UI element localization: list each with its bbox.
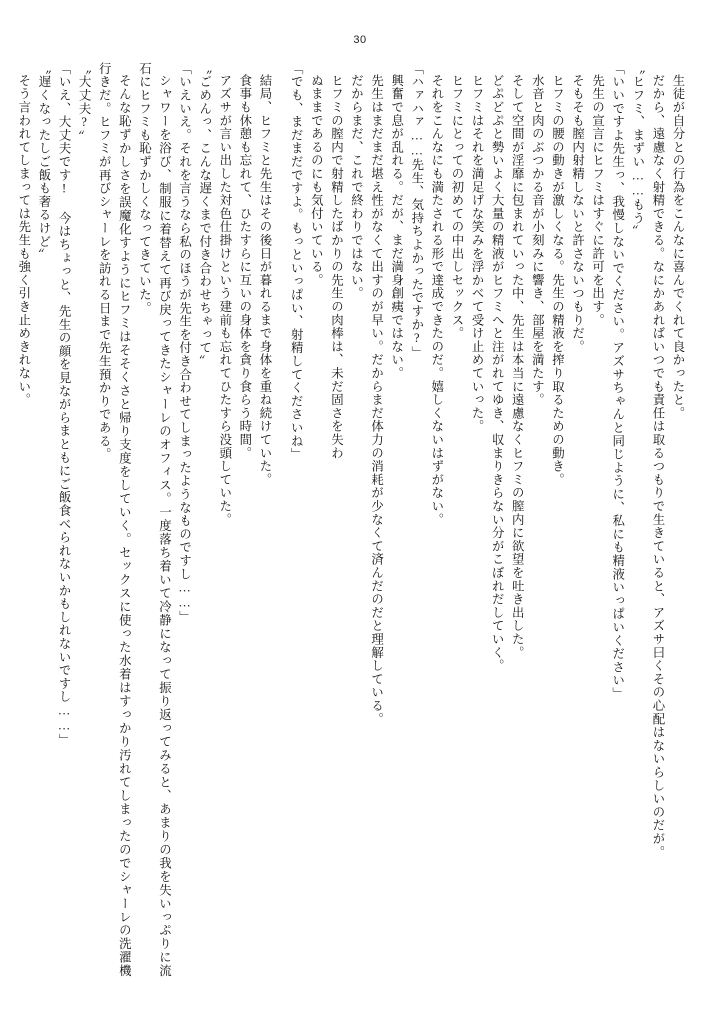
body-text-vertical — [16, 62, 688, 978]
paragraph: そもそも膣内射精しないと許さないつもりだ。 — [570, 74, 585, 354]
paragraph: 〝大丈夫?〟 — [77, 62, 92, 144]
paragraph: どぷどぷと勢いよく大量の精液がヒフミへと注がれてゆき、収まりきらない分がこぼれだしていく。 — [490, 74, 505, 673]
paragraph: 「いえ、大丈夫です! 今はちょっと、先生の顔を見ながらまともにご飯食べられないかもしれないですし……」 — [57, 62, 72, 747]
paragraph: 「いいですよ先生っ、我慢しないでください。アズサちゃんと同じように、私にも精液いっぱいください」 — [610, 62, 625, 701]
paragraph: 結局、ヒフミと先生はその後日が暮れるまで身体を重ね続けていた。 — [257, 74, 272, 487]
paragraph: アズサが言い出した対色仕掛けという建前も忘れてひたすら没頭していた。 — [217, 74, 232, 527]
page-number: 30 — [353, 34, 367, 46]
paragraph: 食事も休憩も忘れて、ひたすらに互いの身体を貪り食らう時間。 — [237, 74, 252, 461]
paragraph: シャワーを浴び、制服に着替えて再び戻ってきたシャーレのオフィス。一度落ち着いて冷静になって振り返ってみると、あまりの我を失いっぷりに流石にヒフミも恥ずかしくなってきていた。 — [137, 62, 172, 978]
paragraph: 「いえいえ。それを言うなら私のほうが先生を付き合わせてしまったようなものですし……」 — [177, 62, 192, 624]
paragraph: 水音と肉のぶつかる音が小刻みに響き、部屋を満たす。 — [530, 74, 545, 407]
paragraph: 〝遅くなったしご飯も奢るけど〟 — [36, 62, 51, 262]
paragraph: ヒフミの膣内で射精したばかりの先生の肉棒は、未だ固さを失わ — [329, 74, 344, 461]
paragraph: 〝ごめんっ、こんな遅くまで付き合わせちゃって〟 — [197, 62, 212, 368]
paragraph: 先生の宣言にヒフミはすぐに許可を出す。 — [590, 74, 605, 328]
paragraph: 「ハァハァ……先生、気持ちよかったですか?」 — [409, 62, 424, 360]
paragraph: そして空間が淫靡に包まれていった中、先生は本当に遠慮なくヒフミの膣内に欲望を吐き出した。 — [510, 74, 525, 660]
paragraph: 「でも、まだまだですよ。もっといっぱい、射精してくださいね」 — [289, 62, 304, 461]
paragraph: 先生はまだまだ堪え性がなくて出すのが早い。だからまだ体力の消耗が少なくて済んだのだと理解している。 — [369, 74, 384, 727]
paragraph: そんな恥ずかしさを誤魔化すようにヒフミはそそくさと帰り支度をしていく。セックスに使った水着はすっかり汚れてしまったのでシャーレの洗濯機行きだ。ヒフミが再びシャーレを訪れる日まで先生預かりである。 — [97, 62, 132, 978]
paragraph: ヒフミはそれを満足げな笑みを浮かべて受け止めていった。 — [470, 74, 485, 434]
paragraph: 〝ヒフミ、まずい……もう〟 — [630, 62, 645, 239]
paragraph: ヒフミにとっての初めての中出しセックス。 — [449, 74, 464, 341]
paragraph: 生徒が自分との行為をこんなに喜んでくれて良かったと。 — [671, 74, 685, 421]
paragraph: そう言われてしまっては先生も強く引き止めきれない。 — [16, 74, 31, 407]
paragraph: 興奮で息が乱れる。だが、まだ満身創痍ではない。 — [389, 74, 404, 381]
paragraph: それをこんなにも満たされる形で達成できたのだ。嬉しくないはずがない。 — [429, 74, 444, 527]
paragraph: だから、遠慮なく射精できる。なにかあればいつでも責任は取るつもりで生きていると、アズサ曰くその心配はないらしいのだが。 — [650, 74, 665, 860]
paragraph: ヒフミの腰の動きが激しくなる。先生の精液を搾り取るための動き。 — [550, 74, 565, 487]
paragraph: ぬままであるのにも気付いている。 — [309, 74, 324, 288]
paragraph: だからまだ、これで終わりではない。 — [349, 74, 364, 301]
